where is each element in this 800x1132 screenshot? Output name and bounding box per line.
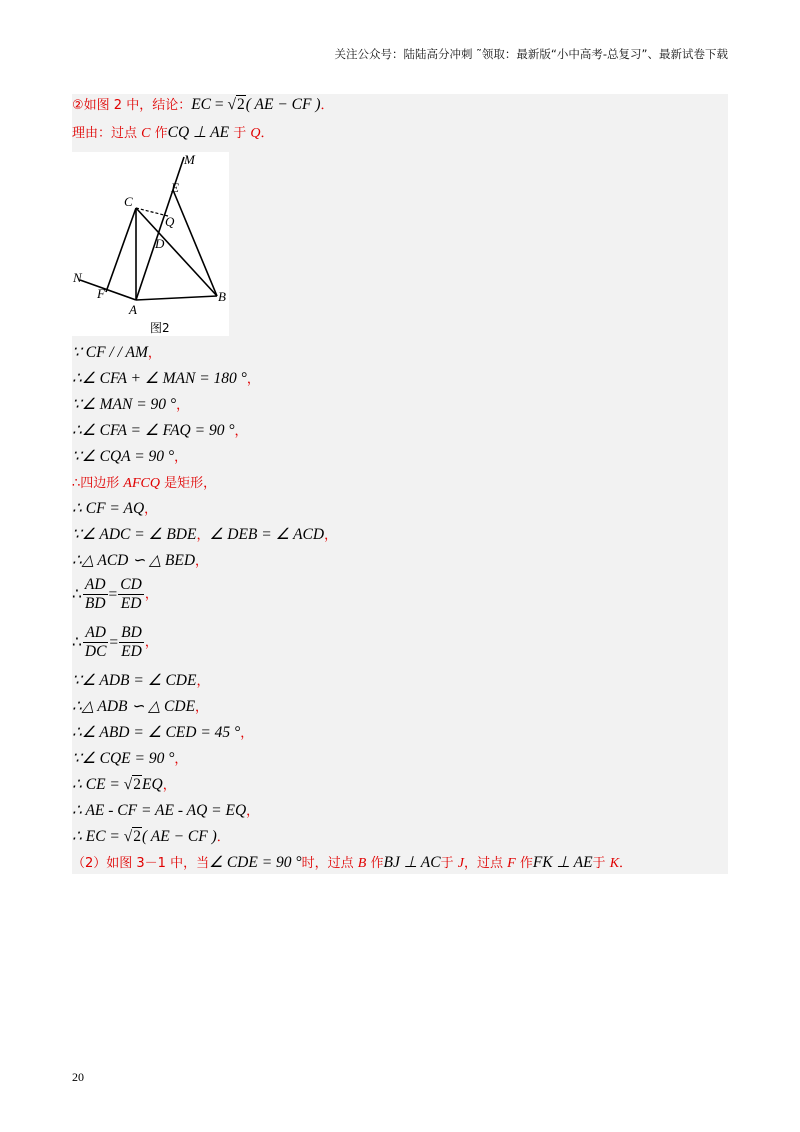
svg-text:C: C [124,194,133,209]
line-7: ∵∠ CQA = 90 °， [72,448,188,465]
line-reason: 理由：过点 C 作CQ ⊥ AE 于 Q． [72,124,274,141]
svg-text:A: A [129,302,137,317]
line-18: ∴ CE = √2EQ， [72,776,176,793]
line-16: ∴∠ ABD = ∠ CED = 45 °， [72,724,254,741]
svg-text:Q: Q [165,214,175,229]
svg-text:图2: 图2 [150,321,170,335]
line-AB [136,296,217,300]
page-number: 20 [72,1070,84,1084]
line-20: ∴ EC = √2( AE − CF )． [72,828,230,845]
line-NA [80,280,136,300]
line-6: ∴∠ CFA = ∠ FAQ = 90 °， [72,422,248,439]
line-11: ∴△ ACD ∽ △ BED， [72,552,209,569]
line-5: ∵∠ MAN = 90 °， [72,396,190,413]
line-MA [136,157,184,300]
page-header: 关注公众号：陆陆高分冲刺 ˜领取：最新版“小中高考-总复习”、最新试卷下载 [334,47,728,61]
fraction-cd-ed: $\frac{CD}{ED}$ [120,576,142,612]
line-4: ∴∠ CFA + ∠ MAN = 180 °， [72,370,260,387]
fraction-ad-bd: $\frac{AD}{BD}$ [84,576,106,612]
svg-text:D: D [155,236,165,251]
line-13: ∴ $\frac{AD}{DC}$ = $\frac{BD}{ED}$ ， [72,624,158,660]
svg-text:M: M [184,152,195,167]
line-14: ∵∠ ADB = ∠ CDE， [72,672,210,689]
svg-text:E: E [171,180,179,195]
solution-block [72,94,728,874]
line-12: ∴ $\frac{AD}{BD}$ = $\frac{CD}{ED}$ ， [72,576,158,612]
line-3: ∵ CF / / AM， [72,344,161,361]
line-part-2: （2）如图 3－1 中，当∠ CDE = 90 °时，过点 B 作BJ ⊥ AC于 J，过点 F 作FK ⊥ AE于 K． [72,854,633,871]
line-CF [106,208,136,292]
line-CQ [136,208,168,216]
line-9: ∴ CF = AQ， [72,500,158,517]
fraction-ad-dc: $\frac{AD}{DC}$ [84,624,107,660]
svg-text:N: N [73,270,82,285]
line-conclusion: ②如图 2 中，结论：EC = √2( AE − CF )． [72,96,334,113]
line-10: ∵∠ ADC = ∠ BDE，∠ DEB = ∠ ACD， [72,526,338,543]
line-CB [136,208,217,296]
line-17: ∵∠ CQE = 90 °， [72,750,188,767]
fraction-bd-ed: $\frac{BD}{ED}$ [121,624,142,660]
geometry-figure [72,152,229,336]
line-15: ∴△ ADB ∽ △ CDE， [72,698,209,715]
line-8: ∴四边形 AFCQ 是矩形， [72,476,217,491]
svg-text:F: F [97,286,105,301]
line-19: ∴ AE - CF = AE - AQ = EQ， [72,802,260,819]
figure-svg [72,152,229,336]
line-EB [173,190,217,296]
svg-text:B: B [218,289,226,304]
